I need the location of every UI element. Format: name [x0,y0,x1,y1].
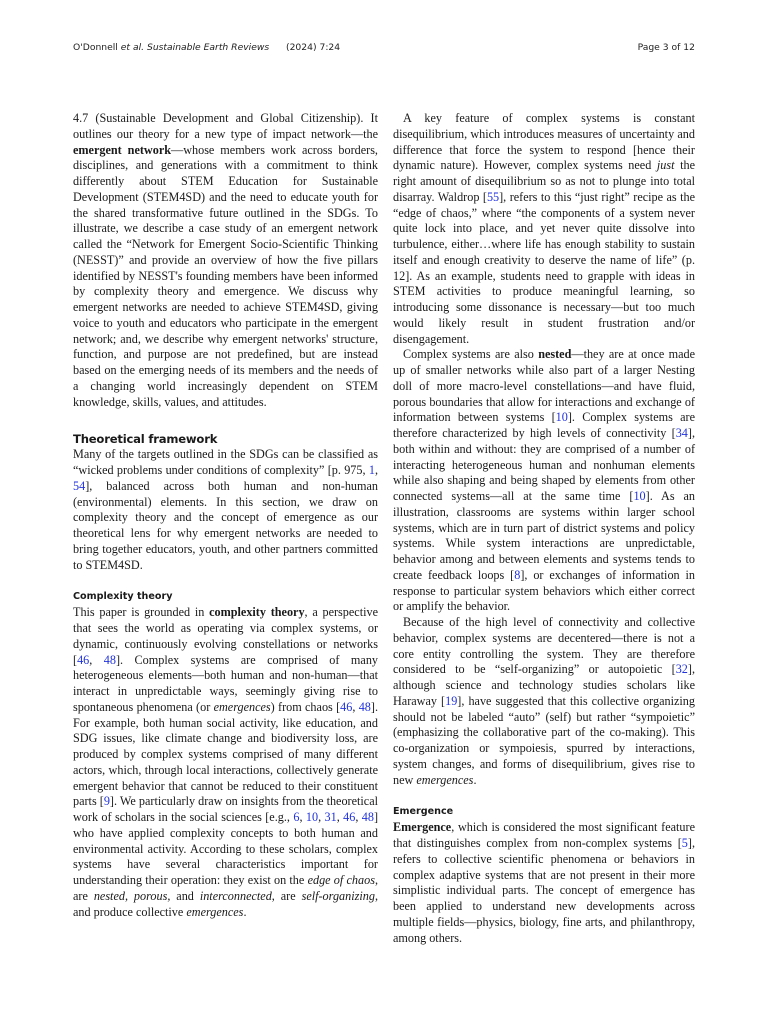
text-run: ], have suggested that this collective organizing should not be labeled “auto” (self) but rather “sympoietic” (emphasizing the collaborative part of the co-making). This co-organization or sympoiesis, spurred by interactions, system changes, and forms of disequilibrium, gives rise to new [393,693,695,787]
text-run: ]. Complex systems are comprised of many heterogeneous elements—both human and non-human—that interact in unpredictable ways, seemingly giving rise to spontaneous phenomena (or [73,652,379,714]
text-run: , [89,652,104,667]
italic-term: emergences [186,904,244,919]
text-run: This paper is grounded in [73,605,210,620]
italic-term: self-organizing [301,888,375,903]
bold-term: Emergence [393,820,452,835]
citation-link[interactable]: 32 [675,662,688,677]
text-run: ]. For example, both human social activity, like education, and SDG issues, like climate change and biodiversity loss, are produced by complex systems comprised of many different actors, which, through local interactions, collectively generate emergent behavior that cannot be reduced to their constituent parts [ [73,699,378,809]
text-run: . [473,772,477,787]
header-citation [73,42,269,53]
citation-link[interactable]: 8 [514,567,521,582]
text-run: , [374,463,378,477]
citation-link[interactable]: 48 [361,810,374,824]
citation-link[interactable]: 5 [681,836,688,850]
text-run: , [355,810,362,824]
citation-link[interactable]: 46 [343,810,356,824]
text-run: ]. As an illustration, classrooms are systems within larger school systems, which are in turn part of district systems and policy systems. While system interactions are unpredictable, behavior among and between elements and systems tends to create feedback loops [ [393,489,695,582]
body-paragraph [73,111,378,410]
text-run: , [352,699,359,714]
text-run: , a perspective that sees the world as operating via complex systems, or dynamic, continuously evolving constellations or networks [ [73,605,378,667]
italic-term: interconnected [199,888,272,903]
text-run: . [243,904,247,919]
citation-link[interactable]: 31 [324,810,337,824]
text-run: —whose members work across borders, disciplines, and generations with a commitment to think differently about STEM Education for Sustainable Development (STEM4SD) and the need to educate youth for the shared transformative future outlined in the SDGs. To illustrate, we describe a case study of an emergent network called the “Network for Emergent Socio-Scientific Thinking (NESST)” and provide an overview of how the five pillars identified by NESST's founding members have been informed by complexity theory and emergence. We discuss why emergent networks are needed to achieve STEM4SD, giving voice to youth and educators who participate in the emergent network; and, we describe why emergent networks' structure, function, and purpose are not predefined, but are instead based on the emerging needs of its members and the needs of a changing world increasingly dependent on STEM knowledge, skills, values, and attitudes. [73,142,378,409]
header-year-volume: (2024) 7:24 [286,42,341,53]
text-run: A key feature of complex systems is constant disequilibrium, which introduces measures of uncertainty and difference that force the system to respond [hence their dynamic nature). However, complex systems need [393,111,695,173]
header-etal: et al. [120,42,145,53]
text-run: ], although science and technology studies scholars like Haraway [ [393,662,695,708]
citation-link[interactable]: 48 [358,699,371,714]
text-run: ], balanced across both human and non-human (environmental) elements. In this section, we draw on complexity theory and the concept of emergence as our theoretical lens for why emergent networks are needed to bring together educators, youth, and other partners committed to STEM4SD. [73,478,378,572]
text-run: Many of the targets outlined in the SDGs can be classified as “wicked problems under conditions of complexity” [p. 975, [73,447,378,477]
bold-term: complexity theory [209,605,305,620]
citation-link[interactable]: 9 [103,794,110,809]
text-run: , are [73,873,379,903]
body-paragraph [393,347,695,615]
header-authors: O'Donnell [73,42,118,53]
left-column [73,111,378,920]
text-run: , [336,810,344,824]
italic-term: emergences [213,699,271,714]
italic-term: just [656,158,675,173]
text-run: , and produce collective [73,888,378,919]
text-run: ]. Complex systems are therefore characterized by high levels of connectivity [ [393,410,695,440]
text-run: —they are at once made up of smaller networks while also part of a larger Nesting doll of more macro-level constellations—and have fluid, porous boundaries that allow for interactions and exchange of information between systems [ [393,347,695,425]
text-run: ], both within and without: they are comprised of a number of interacting heterogeneous human and nonhuman elements while also shaping and being shaped by elements from other connected systems—all at the same time [ [393,426,695,503]
text-run: the right amount of disequilibrium so as not to plunge into total disarray. Waldrop [ [393,158,696,204]
bold-term: nested [538,347,572,362]
citation-link[interactable]: 10 [555,410,568,425]
right-column [393,111,695,946]
text-run: ], refers to collective scientific phenomena or behaviors in complex adaptive systems that are not present in their more simplistic individual parts. The concept of emergence has been applied to understand new developments across multiple fields—physics, biology, fine arts, and philanthropy, among others. [393,836,695,945]
body-paragraph [393,615,695,788]
citation-link[interactable]: 48 [103,652,116,667]
citation-link[interactable]: 19 [445,693,458,708]
citation-link[interactable]: 6 [293,810,300,824]
section-heading: Emergence [393,806,454,818]
citation-link[interactable]: 55 [486,189,500,204]
header-page-number: Page 3 of 12 [637,42,695,53]
text-run: , which is considered the most significant feature that distinguishes complex from non-complex systems [ [393,820,695,850]
italic-term: emergences [416,772,474,787]
text-run: Complex systems are also [403,347,539,362]
body-paragraph [73,605,378,920]
bold-term: emergent network [73,142,172,157]
citation-link[interactable]: 46 [77,652,90,667]
text-run: 4.7 (Sustainable Development and Global Citizenship). It outlines our theory for a new type of impact network—the [73,111,378,141]
section-heading: Complexity theory [73,591,173,603]
section-heading: Theoretical framework [73,432,218,447]
text-run: ) from chaos [ [270,699,341,714]
citation-link[interactable]: 46 [340,699,353,714]
citation-link[interactable]: 54 [73,478,86,493]
citation-link[interactable]: 1 [368,463,375,477]
body-paragraph [73,447,378,573]
running-header [73,42,695,58]
citation-link[interactable]: 10 [305,810,319,824]
text-run: ], or exchanges of information in response to particular system behaviors which either correct or amplify the behavior. [393,567,696,614]
body-paragraph [393,111,695,347]
italic-term: edge of chaos [307,873,375,887]
citation-link[interactable]: 34 [675,426,688,440]
italic-term: nested, porous, [93,888,171,903]
body-paragraph [393,820,695,946]
text-run: , [299,810,306,824]
header-journal: Sustainable Earth Reviews [146,42,270,53]
text-run: ] who have applied complexity concepts to both human and environmental activity. According to these scholars, complex systems have several characteristics important for understanding their operation: they exist on the [73,810,378,887]
citation-link[interactable]: 10 [633,489,646,503]
text-run: Because of the high level of connectivity and collective behavior, complex systems are decentered—there is not a core entity controlling the system. They are therefore considered to be “self-organizing” or autopoietic [ [393,615,695,677]
text-run: ]. We particularly draw on insights from the theoretical work of scholars in the social sciences [e.g., [73,794,378,824]
text-run: , are [271,888,302,903]
text-run: , [318,810,325,824]
text-run: and [170,888,200,903]
text-run: ], refers to this “just right” recipe as the “edge of chaos,” where “the components of a system never quite lock into place, and yet never quite dissolve into turbulence, either…where life has enough stability to sustain itself and enough creativity to deserve the name of life” (p. 12]. As an example, students need to grapple with ideas in STEM activities to produce meaningful learning, so introducing some dissonance is necessary—but too much would likely result in student frustration and/or disengagement. [393,189,695,346]
